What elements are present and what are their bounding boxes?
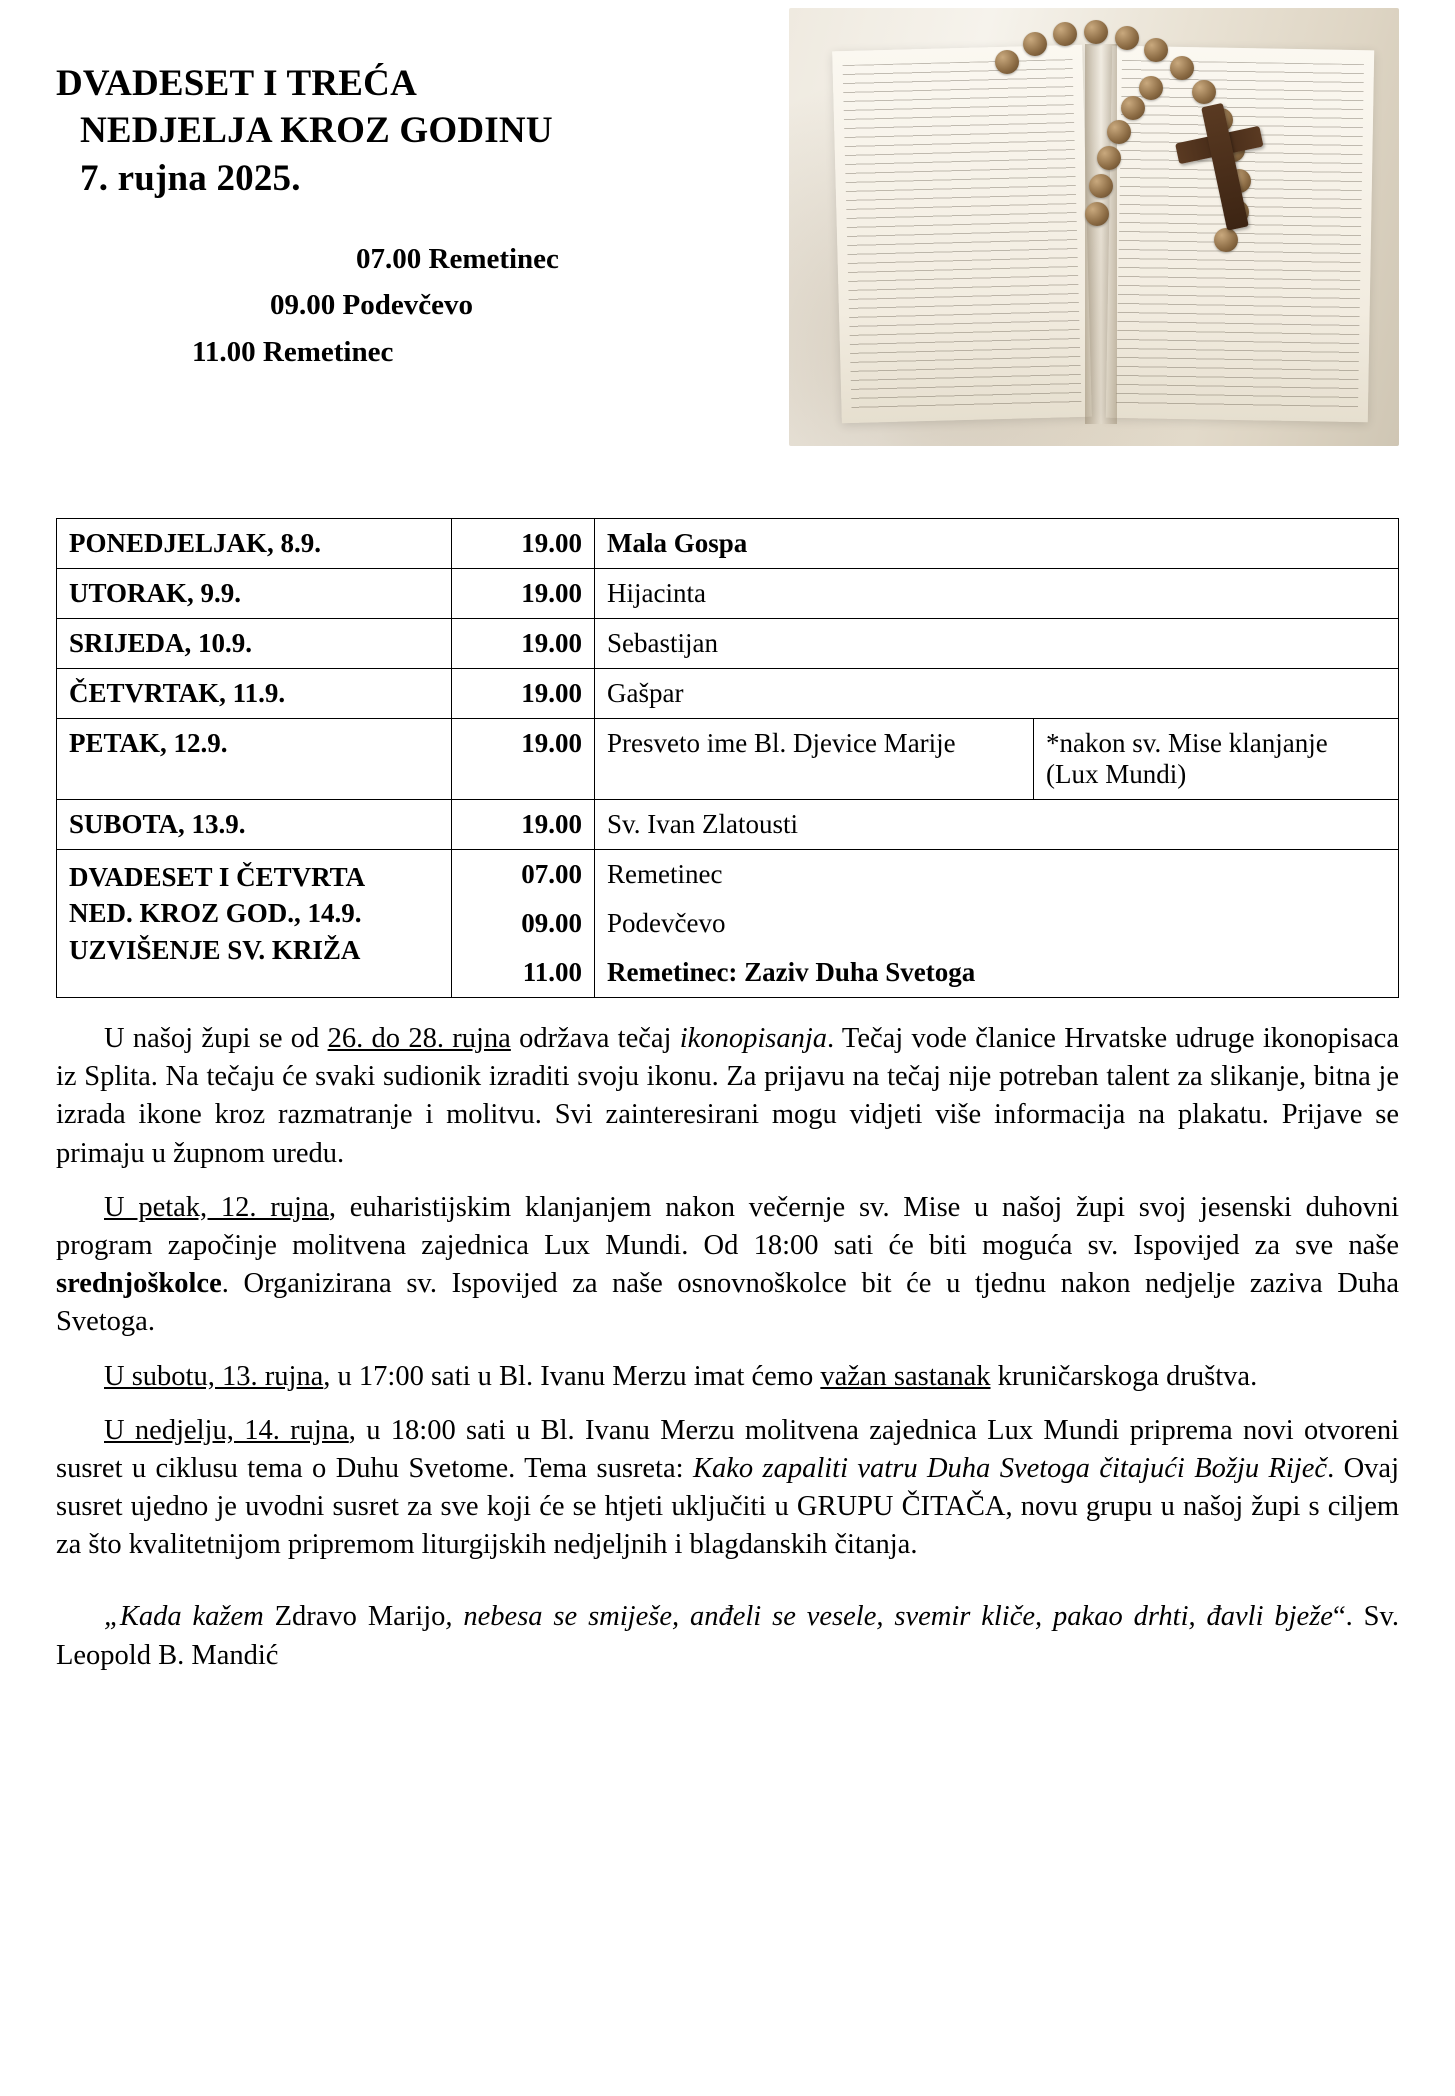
sunday-day-line-2: NED. KROZ GOD., 14.9. <box>69 898 362 929</box>
schedule-desc: Remetinec: Zaziv Duha Svetoga <box>595 948 1399 998</box>
quote-italic-1: „Kada kažem <box>104 1601 264 1633</box>
rosary-beads <box>989 18 1349 268</box>
table-row <box>57 669 1399 719</box>
announcement-paragraph-3 <box>56 1358 1399 1396</box>
p4-text-1: , u 18:00 sati u Bl. Ivanu Merzu molitvena zajednica Lux Mundi priprema novi otvoreni susret u ciklusu tema o Duhu Svetome. Tema susreta: <box>56 1414 1399 1484</box>
schedule-time: 19.00 <box>452 669 595 719</box>
table-row <box>57 519 1399 569</box>
p1-underline-1: 26. do 28. rujna <box>327 1023 511 1054</box>
p2-text-1: , euharistijskim klanjanjem nakon večernje sv. Mise u našoj župi svoj jesenski duhovni program započinje molitvena zajednica Lux Mundi. Od 18:00 sati će biti moguća sv. Ispovijed za sve naše <box>56 1191 1399 1261</box>
sunday-day-line-1: DVADESET I ČETVRTA <box>69 862 366 892</box>
p3-text-1: , u 17:00 sati u Bl. Ivanu Merzu imat ćemo <box>323 1360 821 1392</box>
closing-quote <box>56 1598 1399 1674</box>
p1-text-3: . Tečaj vode članice Hrvatske udruge ikonopisaca iz Splita. Na tečaju će svaki sudionik izraditi svoju ikonu. Za prijavu na tečaj nije potreban talent za slikanje, bitna je izrada ikone kroz razmatranje i molitvu. Svi zainteresirani mogu vidjeti više informacija na plakatu. Prijave se primaju u župnom uredu. <box>56 1023 1399 1169</box>
schedule-time: 07.00 <box>452 850 595 900</box>
table-row <box>57 800 1399 850</box>
schedule-day-sunday <box>57 850 452 998</box>
p3-underline-1: U subotu, 13. rujna <box>104 1360 324 1392</box>
table-row-sunday <box>57 850 1399 900</box>
schedule-time: 11.00 <box>452 948 595 998</box>
schedule-day: ČETVRTAK, 11.9. <box>57 669 452 719</box>
p2-bold-1: srednjoškolce <box>56 1268 222 1300</box>
quote-italic-2: , nebesa se smiješe, anđeli se vesele, svemir kliče, pakao drhti, đavli bježe <box>445 1601 1333 1633</box>
p1-text-1: U našoj župi se od <box>104 1023 328 1054</box>
table-row <box>57 719 1399 800</box>
schedule-time: 19.00 <box>452 519 595 569</box>
schedule-day: UTORAK, 9.9. <box>57 569 452 619</box>
p4-text-3: , novu grupu u našoj župi s ciljem za što kvalitetnijom pripremom liturgijskih nedjeljnih i blagdanskih čitanja. <box>56 1491 1400 1561</box>
p4-underline-1: U nedjelju, 14. rujna <box>104 1414 349 1446</box>
p4-text-2: . Ovaj susret ujedno je uvodni susret za sve koji će se htjeti uključiti u <box>56 1452 1399 1523</box>
table-row <box>57 569 1399 619</box>
schedule-desc: Sebastijan <box>595 619 1399 669</box>
schedule-day: PONEDJELJAK, 8.9. <box>57 519 452 569</box>
mass-time-3: 11.00 Remetinec <box>192 335 394 368</box>
rosary-on-book-photo <box>789 8 1399 446</box>
schedule-desc: Podevčevo <box>595 899 1399 948</box>
schedule-desc: Gašpar <box>595 669 1399 719</box>
header <box>56 60 1399 500</box>
schedule-day: SRIJEDA, 10.9. <box>57 619 452 669</box>
p1-italic-1: ikonopisanja <box>679 1023 827 1054</box>
quote-text-1: Zdravo Marijo <box>263 1601 446 1633</box>
announcement-paragraph-4 <box>56 1412 1399 1565</box>
title-line-3: 7. rujna 2025. <box>80 157 301 199</box>
schedule-desc: Mala Gospa <box>595 519 1399 569</box>
table-row <box>57 619 1399 669</box>
p3-underline-2: važan sastanak <box>820 1360 991 1392</box>
weekly-schedule-table <box>56 518 1399 998</box>
schedule-desc: Sv. Ivan Zlatousti <box>595 800 1399 850</box>
p4-smallcaps-1: GRUPU ČITAČA <box>796 1491 1006 1523</box>
schedule-time: 19.00 <box>452 619 595 669</box>
schedule-day: PETAK, 12.9. <box>57 719 452 800</box>
schedule-time: 19.00 <box>452 800 595 850</box>
announcement-paragraph-1 <box>56 1020 1399 1173</box>
title-line-1: DVADESET I TREĆA <box>56 63 418 104</box>
announcement-paragraph-2 <box>56 1189 1399 1342</box>
quote-text-2: “. Sv. Leopold B. Mandić <box>56 1601 1399 1671</box>
p4-italic-1: Kako zapaliti vatru Duha Svetoga čitajući Božju Riječ <box>692 1452 1328 1484</box>
p2-text-2: . Organizirana sv. Ispovijed za naše osnovnoškolce bit će u tjednu nakon nedjelje zaziva Duha Svetoga. <box>56 1268 1399 1338</box>
schedule-desc: Hijacinta <box>595 569 1399 619</box>
p1-text-2: održava tečaj <box>510 1023 680 1054</box>
schedule-note: *nakon sv. Mise klanjanje (Lux Mundi) <box>1034 719 1399 800</box>
schedule-desc: Remetinec <box>595 850 1399 900</box>
schedule-desc: Presveto ime Bl. Djevice Marije <box>595 719 1034 800</box>
schedule-time: 19.00 <box>452 719 595 800</box>
mass-time-2: 09.00 Podevčevo <box>270 289 473 322</box>
sunday-day-line-3: UZVIŠENJE SV. KRIŽA <box>69 934 361 965</box>
rosary-cross <box>1169 96 1279 237</box>
schedule-time: 19.00 <box>452 569 595 619</box>
schedule-day: SUBOTA, 13.9. <box>57 800 452 850</box>
p3-text-2: kruničarskoga društva. <box>990 1360 1258 1392</box>
p2-underline-1: U petak, 12. rujna <box>104 1191 329 1223</box>
title-line-2: NEDJELJA KROZ GODINU <box>80 110 553 152</box>
schedule-time: 09.00 <box>452 899 595 948</box>
mass-time-1: 07.00 Remetinec <box>356 243 559 276</box>
